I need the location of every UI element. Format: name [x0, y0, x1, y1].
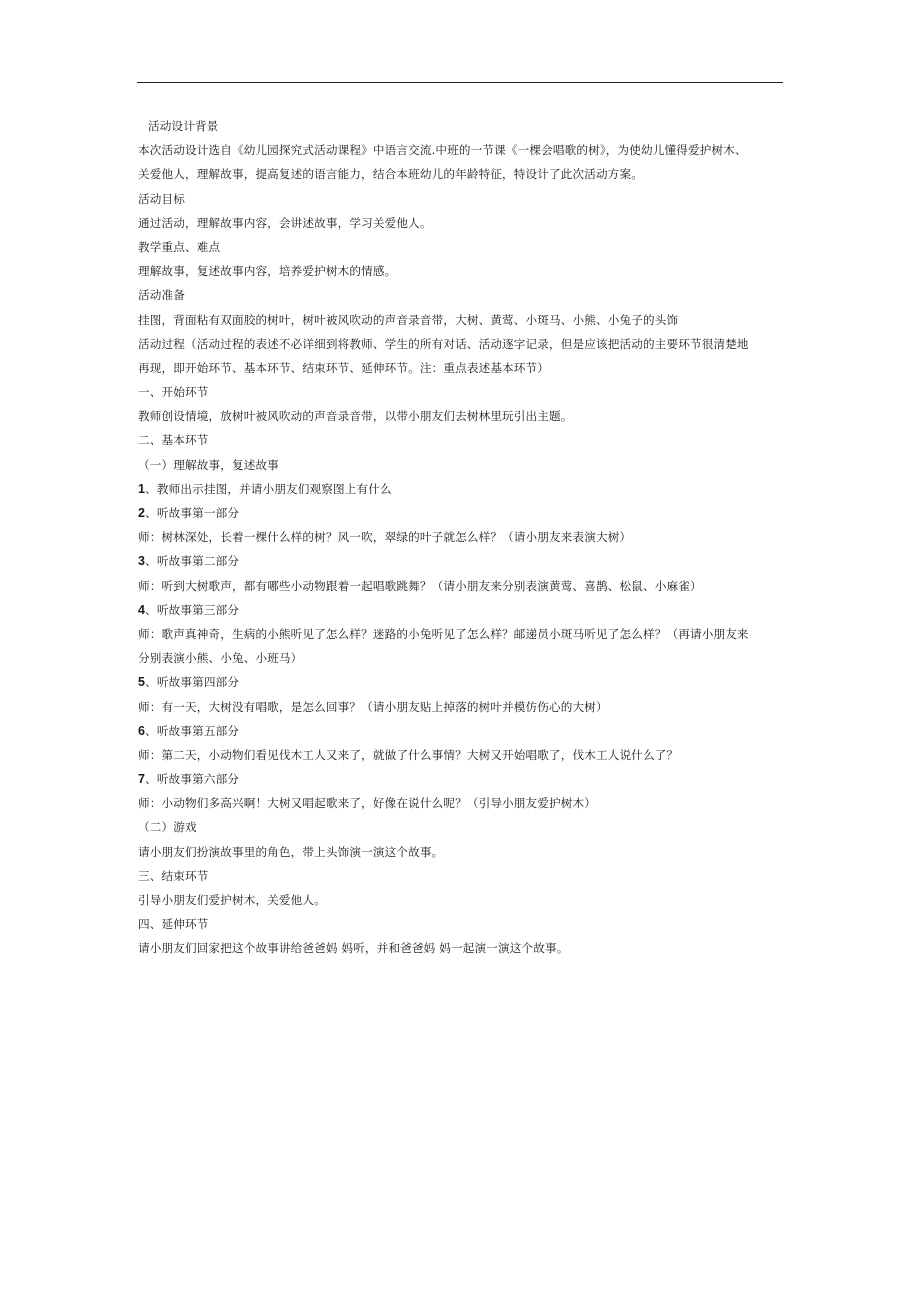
step-4-paragraph-line-1: 师：歌声真神奇，生病的小熊听见了怎么样？迷路的小兔听见了怎么样？邮递员小斑马听见了怎么样？（再请小朋友来 [138, 626, 749, 641]
preparation-paragraph: 挂图，背面粘有双面胶的树叶，树叶被风吹动的声音录音带，大树、黄莺、小斑马、小熊、小兔子的头饰 [138, 312, 679, 327]
step-2-heading [138, 501, 786, 525]
section-basic-heading: 二、基本环节 [138, 433, 209, 448]
step-7-paragraph: 师：小动物们多高兴啊！大树又唱起歌来了，好像在说什么呢？（引导小朋友爱护树木） [138, 796, 597, 811]
step-3-paragraph: 师：听到大树歌声，都有哪些小动物跟着一起唱歌跳舞？（请小朋友来分别表演黄莺、喜鹊、松鼠、小麻雀） [138, 578, 702, 593]
step-1-title: 、教师出示挂图，并请小朋友们观察图上有什么 [145, 481, 392, 496]
step-5-heading [138, 670, 786, 694]
subsection-story-heading: （一）理解故事，复述故事 [138, 457, 279, 472]
step-4-title: 、听故事第三部分 [145, 602, 240, 617]
step-6-heading [138, 719, 786, 743]
key-points-paragraph: 理解故事，复述故事内容，培养爱护树木的情感。 [138, 264, 397, 279]
document-body [138, 114, 786, 961]
header-rule [137, 82, 783, 83]
step-5-number: 5 [138, 675, 146, 690]
background-paragraph-line-2: 关爱他人，理解故事，提高复述的语言能力，结合本班幼儿的年龄特征，特设计了此次活动方案。 [138, 167, 643, 182]
step-6-number: 6 [138, 723, 146, 738]
background-heading: 活动设计背景 [148, 119, 219, 133]
process-paragraph-line-2: 再现，即开始环节、基本环节、结束环节、延伸环节。注：重点表述基本环节） [138, 360, 550, 375]
process-paragraph-line-1: 活动过程（活动过程的表述不必详细到将教师、学生的所有对话、活动逐字记录，但是应该把活动的主要环节很清楚地 [138, 336, 749, 351]
step-1-number: 1 [138, 481, 146, 496]
section-end-heading: 三、结束环节 [138, 868, 209, 883]
step-4-heading [138, 598, 786, 622]
subsection-game-paragraph: 请小朋友们扮演故事里的角色，带上头饰演一演这个故事。 [138, 844, 444, 859]
preparation-heading: 活动准备 [138, 288, 185, 303]
step-6-title: 、听故事第五部分 [145, 723, 240, 738]
step-5-paragraph: 师：有一天，大树没有唱歌，是怎么回事？（请小朋友贴上掉落的树叶并模仿伤心的大树） [138, 699, 608, 714]
goal-paragraph: 通过活动，理解故事内容，会讲述故事，学习关爱他人。 [138, 215, 432, 230]
step-3-title: 、听故事第二部分 [145, 554, 240, 569]
section-extension-paragraph: 请小朋友们回家把这个故事讲给爸爸妈 妈听，并和爸爸妈 妈一起演一演这个故事。 [138, 941, 569, 956]
step-3-number: 3 [138, 554, 146, 569]
section-start-paragraph: 教师创设情境，放树叶被风吹动的声音录音带，以带小朋友们去树林里玩引出主题。 [138, 409, 573, 424]
step-7-number: 7 [138, 772, 146, 787]
section-extension-heading: 四、延伸环节 [138, 917, 209, 932]
step-6-paragraph: 师：第二天，小动物们看见伐木工人又来了，就做了什么事情？大树又开始唱歌了，伐木工人说什么了？ [138, 747, 679, 762]
step-4-paragraph-line-2: 分别表演小熊、小兔、小班马） [138, 651, 303, 666]
subsection-game-heading: （二）游戏 [138, 820, 197, 835]
section-start-heading: 一、开始环节 [138, 385, 209, 400]
step-7-heading [138, 767, 786, 791]
step-2-paragraph: 师：树林深处，长着一棵什么样的树？风一吹，翠绿的叶子就怎么样？（请小朋友来表演大树） [138, 530, 632, 545]
step-1-heading [138, 477, 786, 501]
key-points-heading: 教学重点、难点 [138, 239, 221, 254]
section-end-paragraph: 引导小朋友们爱护树木，关爱他人。 [138, 893, 326, 907]
step-4-number: 4 [138, 602, 146, 617]
goal-heading: 活动目标 [138, 191, 185, 206]
step-2-title: 、听故事第一部分 [145, 506, 240, 520]
step-7-title: 、听故事第六部分 [145, 772, 240, 787]
background-paragraph-line-1: 本次活动设计选自《幼儿园探究式活动课程》中语言交流.中班的一节课《一棵会唱歌的树》，为使幼儿懂得爱护树木、 [138, 143, 747, 158]
step-2-number: 2 [138, 506, 146, 520]
step-5-title: 、听故事第四部分 [145, 675, 240, 690]
step-3-heading [138, 549, 786, 573]
